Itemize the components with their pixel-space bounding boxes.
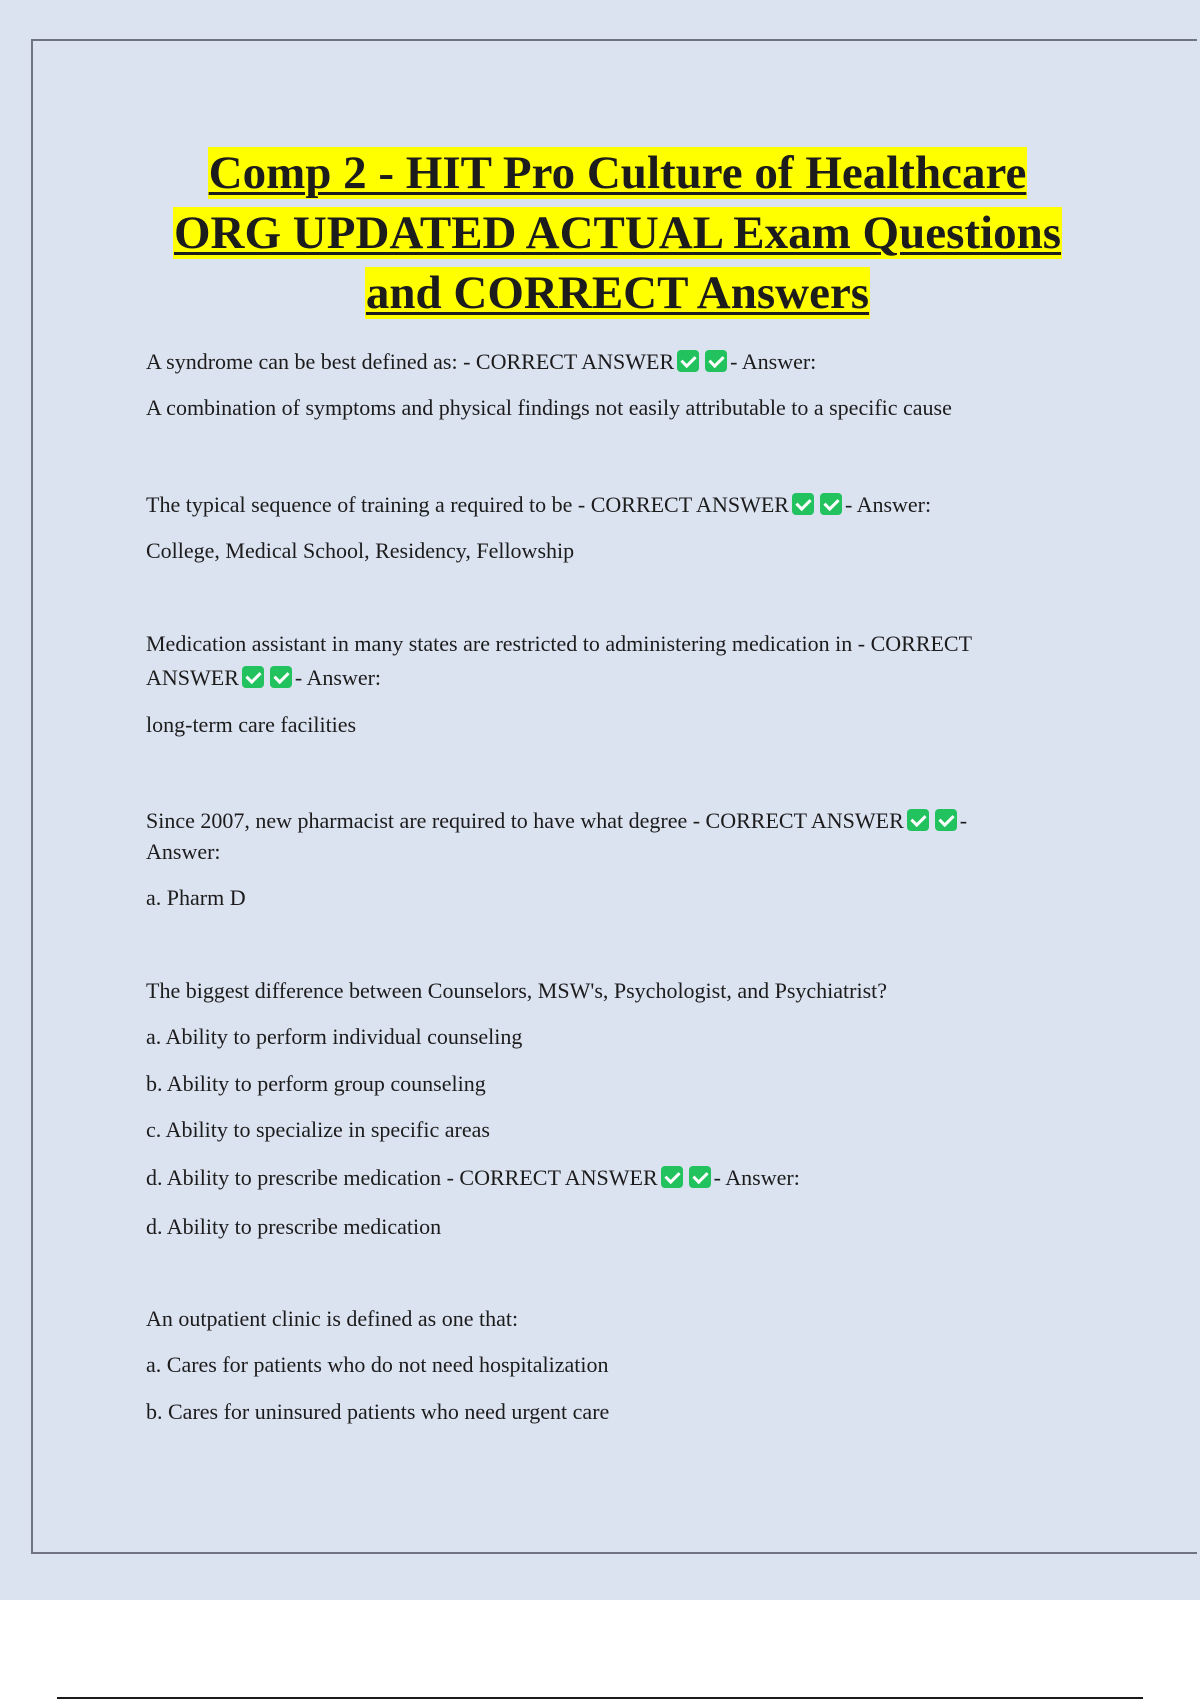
title-line-2: ORG UPDATED ACTUAL Exam Questions: [173, 207, 1061, 259]
check-icon: [792, 493, 814, 515]
check-icon: [820, 493, 842, 515]
q6-question: An outpatient clinic is defined as one that:: [146, 1306, 519, 1331]
q5-option-d-line: [146, 1163, 800, 1193]
check-icon: [935, 809, 957, 831]
q6-option-a: a. Cares for patients who do not need hospitalization: [146, 1352, 609, 1377]
q6-option-b: b. Cares for uninsured patients who need urgent care: [146, 1399, 610, 1424]
q5-option-b: b. Ability to perform group counseling: [146, 1071, 486, 1096]
q4-answer-tag-dash: -: [959, 808, 968, 833]
q4-answer: a. Pharm D: [146, 885, 246, 910]
q2-answer-tag: - Answer:: [844, 492, 932, 517]
q4-question-line: [146, 806, 967, 836]
check-icon: [270, 666, 292, 688]
q1-question-line: [146, 347, 816, 377]
q2-question-line: [146, 490, 931, 520]
check-icon: [242, 666, 264, 688]
q3-question-line-1: Medication assistant in many states are restricted to administering medication in - CORRECT: [146, 631, 973, 656]
q1-answer: A combination of symptoms and physical findings not easily attributable to a specific cause: [146, 395, 952, 420]
q3-answer-tag: - Answer:: [294, 665, 382, 690]
check-icon: [689, 1166, 711, 1188]
q2-answer: College, Medical School, Residency, Fellowship: [146, 538, 575, 563]
check-icon: [661, 1166, 683, 1188]
q5-question: The biggest difference between Counselors, MSW's, Psychologist, and Psychiatrist?: [146, 978, 888, 1003]
title-line-3: and CORRECT Answers: [365, 267, 870, 319]
check-icon: [907, 809, 929, 831]
q3-answer: long-term care facilities: [146, 712, 357, 737]
q3-question-line-2: [146, 663, 381, 693]
q2-question: The typical sequence of training a required to be - CORRECT ANSWER: [146, 492, 789, 517]
check-icon: [705, 350, 727, 372]
document-title: [0, 143, 1200, 323]
q5-answer: d. Ability to prescribe medication: [146, 1214, 442, 1239]
q1-question: A syndrome can be best defined as: - CORRECT ANSWER: [146, 349, 675, 374]
title-line-1: Comp 2 - HIT Pro Culture of Healthcare: [208, 147, 1027, 199]
q4-question: Since 2007, new pharmacist are required to have what degree - CORRECT ANSWER: [146, 808, 904, 833]
q5-option-d: d. Ability to prescribe medication - CORRECT ANSWER: [146, 1165, 658, 1190]
check-icon: [677, 350, 699, 372]
footer-divider: [57, 1697, 1143, 1699]
q1-answer-tag: - Answer:: [730, 349, 817, 374]
q5-answer-tag: - Answer:: [713, 1165, 800, 1190]
q3-question-end: ANSWER: [146, 665, 239, 690]
q5-option-a: a. Ability to perform individual counseling: [146, 1024, 523, 1049]
q5-option-c: c. Ability to specialize in specific areas: [146, 1117, 490, 1142]
q4-answer-tag: Answer:: [146, 839, 221, 864]
